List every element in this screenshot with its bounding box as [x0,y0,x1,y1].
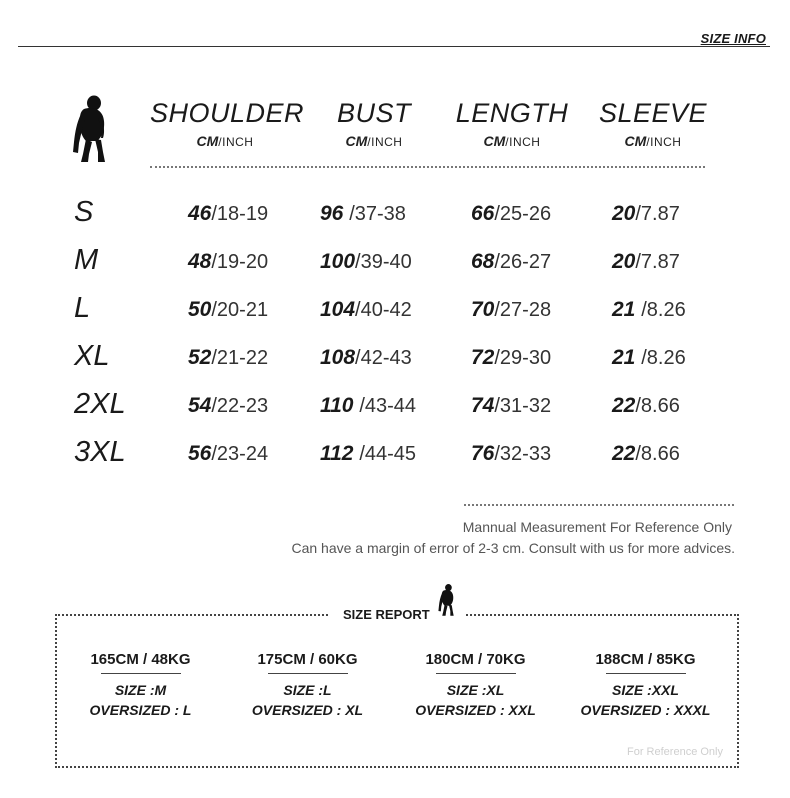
entry-underline [606,673,686,674]
height-weight: 165CM / 48KG [90,651,191,668]
cm-value: 110 [320,394,360,417]
header-length [437,98,587,149]
column-name: SLEEVE [598,98,708,128]
entry-underline [268,673,348,674]
table-cell [612,298,686,322]
size-label: L [74,292,91,324]
inch-range: /39-40 [355,251,412,273]
table-cell [471,442,551,466]
cm-value: 70 [471,298,495,321]
inch-range: /40-42 [355,299,412,321]
table-cell [612,346,686,370]
inch-range: /29-30 [494,347,552,369]
size-report-entry [58,651,223,718]
cm-value: 76 [471,442,495,465]
header-shoulder [150,98,305,149]
cm-value: 20 [612,202,636,225]
inch-range: /25-26 [494,203,552,225]
table-cell [188,394,268,418]
header-divider [150,166,705,168]
size-label: M [74,244,99,276]
inch-range: /19-20 [211,251,269,273]
column-unit: CM/INCH [483,133,541,149]
column-name: LENGTH [455,98,569,128]
inch-range: /7.87 [635,203,680,225]
inch-range: /32-33 [494,443,552,465]
table-row [0,436,790,476]
table-cell [320,346,412,370]
table-row [0,244,790,284]
size-label: XL [74,340,110,372]
inch-range: /21-22 [211,347,269,369]
inch-range: /27-28 [494,299,552,321]
gorilla-silhouette-icon [70,94,112,164]
inch-range: /42-43 [355,347,412,369]
cm-value: 21 [612,346,642,369]
oversized-size: OVERSIZED : XL [251,702,364,718]
cm-value: 22 [612,442,636,465]
table-row [0,196,790,236]
column-name: BUST [336,98,411,128]
height-weight: 175CM / 60KG [257,651,358,668]
cm-value: 56 [188,442,212,465]
oversized-size: OVERSIZED : L [89,702,192,718]
inch-range: /8.66 [635,443,680,465]
cm-value: 96 [320,202,350,225]
recommended-size: SIZE :M [114,682,167,698]
inch-range: /22-23 [211,395,269,417]
size-report-entry [393,651,558,718]
cm-value: 54 [188,394,212,417]
size-report-entry [563,651,728,718]
cm-value: 66 [471,202,495,225]
table-cell [320,202,406,226]
recommended-size: SIZE :XXL [612,682,679,698]
note-reference: Mannual Measurement For Reference Only [462,519,732,535]
table-row [0,292,790,332]
cm-value: 21 [612,298,642,321]
table-row [0,340,790,380]
note-margin: Can have a margin of error of 2-3 cm. Consult with us for more advices. [291,540,735,556]
cm-value: 112 [320,442,360,465]
table-cell [612,250,680,274]
table-cell [612,394,680,418]
cm-value: 50 [188,298,212,321]
cm-value: 22 [612,394,636,417]
table-cell [188,346,268,370]
table-cell [320,394,416,418]
inch-range: /20-21 [211,299,269,321]
entry-underline [436,673,516,674]
cm-value: 72 [471,346,495,369]
entry-underline [101,673,181,674]
inch-range: /37-38 [349,203,406,225]
inch-range: /8.66 [635,395,680,417]
table-cell [471,250,551,274]
table-cell [471,202,551,226]
size-info-title: SIZE INFO [700,31,766,46]
table-cell [320,442,416,466]
recommended-size: SIZE :L [283,682,332,698]
table-cell [188,250,268,274]
inch-range: /8.26 [641,347,686,369]
size-report-entry [225,651,390,718]
header-sleeve [578,98,728,149]
cm-value: 74 [471,394,495,417]
inch-range: /23-24 [211,443,269,465]
table-cell [471,346,551,370]
size-report-title: SIZE REPORT [343,607,430,622]
table-cell [188,298,268,322]
table-row [0,388,790,428]
inch-range: /43-44 [359,395,417,417]
column-name: SHOULDER [150,98,305,128]
cm-value: 46 [188,202,212,225]
inch-range: /26-27 [494,251,552,273]
height-weight: 180CM / 70KG [425,651,526,668]
column-unit: CM/INCH [345,133,403,149]
table-cell [320,298,412,322]
table-cell [471,394,551,418]
inch-range: /31-32 [494,395,552,417]
size-label: 3XL [74,436,126,468]
oversized-size: OVERSIZED : XXXL [580,702,711,718]
oversized-size: OVERSIZED : XXL [415,702,536,718]
table-cell [188,202,268,226]
notes-divider [464,504,734,506]
reference-footnote: For Reference Only [627,746,723,758]
inch-range: /44-45 [359,443,417,465]
gorilla-silhouette-icon [437,580,457,620]
inch-range: /18-19 [211,203,269,225]
column-unit: CM/INCH [196,133,254,149]
cm-value: 108 [320,346,356,369]
column-unit: CM/INCH [624,133,682,149]
height-weight: 188CM / 85KG [595,651,696,668]
table-cell [612,442,680,466]
header-bust [299,98,449,149]
table-cell [471,298,551,322]
top-rule [18,46,770,47]
size-label: 2XL [74,388,126,420]
inch-range: /8.26 [641,299,686,321]
cm-value: 100 [320,250,356,273]
table-cell [188,442,268,466]
cm-value: 104 [320,298,356,321]
table-cell [320,250,412,274]
cm-value: 20 [612,250,636,273]
cm-value: 48 [188,250,212,273]
inch-range: /7.87 [635,251,680,273]
table-cell [612,202,680,226]
size-label: S [74,196,94,228]
cm-value: 68 [471,250,495,273]
recommended-size: SIZE :XL [446,682,505,698]
cm-value: 52 [188,346,212,369]
